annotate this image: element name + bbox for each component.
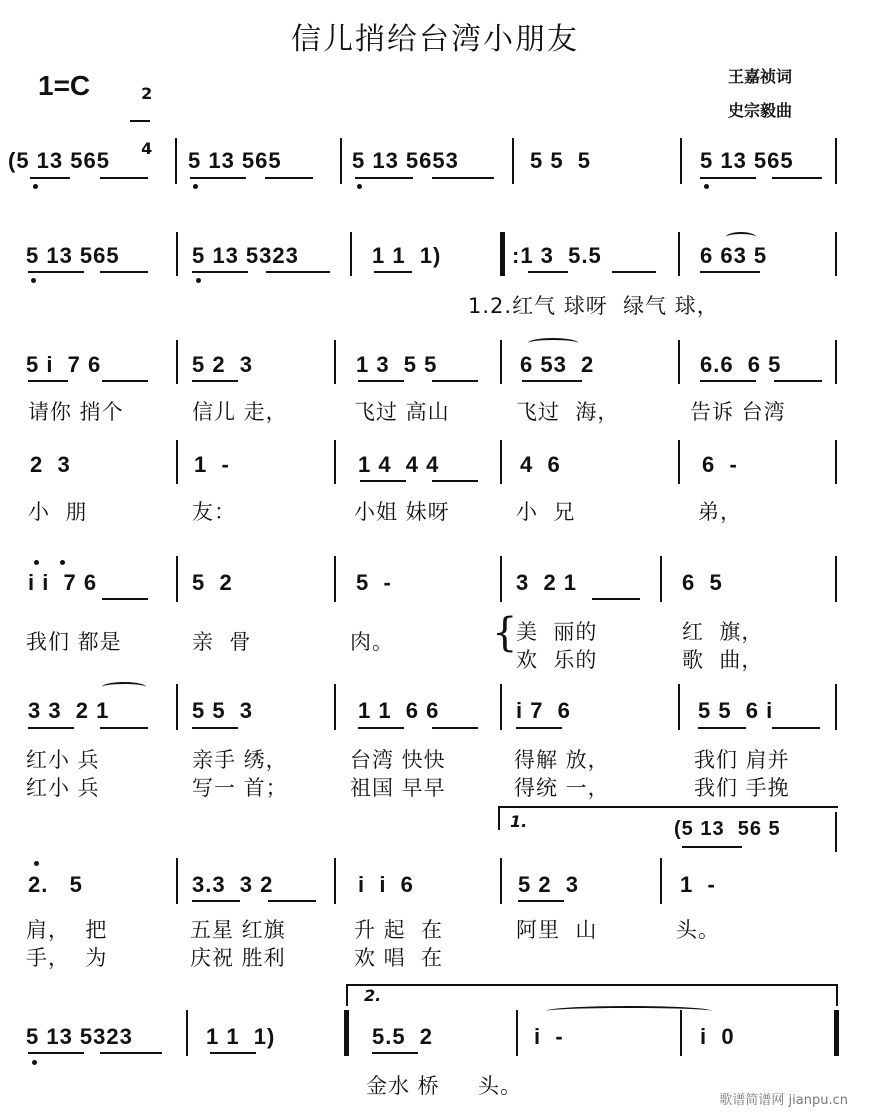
barline <box>835 684 837 730</box>
measure: 3.3 3 2 <box>192 872 274 897</box>
barline <box>500 858 502 904</box>
high-octave-dot <box>34 560 39 565</box>
measure: 1 3 5 5 <box>356 352 438 377</box>
lyric: 写一 首； <box>192 776 288 800</box>
beam <box>192 900 240 902</box>
barline <box>660 858 662 904</box>
measure: 1 - <box>194 452 230 477</box>
measure: i i 7 6 <box>28 570 98 595</box>
time-signature <box>130 68 152 157</box>
beam <box>28 1052 84 1054</box>
measure: 5 2 <box>192 570 233 595</box>
volta-bracket-edge <box>498 806 500 830</box>
barline <box>512 138 514 184</box>
measure: 5 13 5323 <box>26 1024 133 1049</box>
beam <box>30 177 70 179</box>
time-sig-top: 2 <box>141 84 153 103</box>
barline <box>176 684 178 730</box>
low-octave-dot <box>196 278 201 283</box>
barline <box>334 440 336 484</box>
beam <box>432 380 478 382</box>
barline <box>334 340 336 384</box>
low-octave-dot <box>32 1060 37 1065</box>
measure: 6 63 5 <box>700 243 768 268</box>
measure: 6 5 <box>682 570 723 595</box>
barline <box>500 556 502 602</box>
lyric: 亲手 绣， <box>192 748 288 772</box>
barline <box>334 684 336 730</box>
measure: :1 3 5.5 <box>512 243 602 268</box>
low-octave-dot <box>704 184 709 189</box>
barline <box>500 684 502 730</box>
lyric: 手， 为 <box>26 946 108 970</box>
lyric: 弟， <box>698 500 742 524</box>
beam <box>100 271 148 273</box>
lyric: 得统 一， <box>514 776 610 800</box>
lyric: 信儿 走， <box>192 400 288 424</box>
site-watermark: 歌谱简谱网 jianpu.cn <box>719 1093 848 1108</box>
beam <box>774 380 822 382</box>
beam <box>358 727 404 729</box>
measure: 5 13 565 <box>188 148 282 173</box>
barline <box>835 138 837 184</box>
lyric: 欢 唱 在 <box>354 946 444 970</box>
beam <box>100 727 148 729</box>
lyric: 友： <box>192 500 236 524</box>
beam <box>772 727 820 729</box>
measure: 5 13 5323 <box>192 243 299 268</box>
beam <box>102 598 148 600</box>
lyric: 得解 放， <box>514 748 610 772</box>
composer-credit: 史宗毅曲 <box>728 101 793 120</box>
high-octave-dot <box>60 560 65 565</box>
beam <box>192 727 238 729</box>
lyric: 飞过 海， <box>516 400 620 424</box>
lyric: 升 起 在 <box>354 918 444 942</box>
beam <box>358 380 404 382</box>
lyric: 我们 肩并 <box>694 748 790 772</box>
beam <box>100 177 148 179</box>
lyric: 飞过 高山 <box>354 400 450 424</box>
volta-2-label: 2. <box>364 986 382 1005</box>
measure: 6 53 2 <box>520 352 595 377</box>
lyric-line: 1.2.红气 球呀 绿气 球， <box>468 294 719 318</box>
lyric: 肩， 把 <box>26 918 108 942</box>
verse-brace: { <box>492 610 518 656</box>
barline <box>678 340 680 384</box>
low-octave-dot <box>31 278 36 283</box>
barline <box>660 556 662 602</box>
slur <box>726 232 756 242</box>
beam <box>28 380 68 382</box>
measure: 5 13 565 <box>700 148 794 173</box>
repeat-barline <box>500 232 505 276</box>
measure: 1 1 1) <box>372 243 442 268</box>
beam <box>372 1052 418 1054</box>
beam <box>516 727 562 729</box>
lyric: 头。 <box>676 918 720 942</box>
measure: 1 4 4 4 <box>358 452 440 477</box>
beam <box>374 271 412 273</box>
beam <box>192 380 238 382</box>
measure: (5 13 565 <box>8 148 110 173</box>
lyric: 欢 乐的 <box>516 648 598 672</box>
final-barline <box>834 1010 839 1056</box>
lyric: 请你 捎个 <box>28 400 124 424</box>
beam <box>265 177 313 179</box>
low-octave-dot <box>193 184 198 189</box>
lyric: 台湾 快快 <box>350 748 446 772</box>
measure: 5 13 5653 <box>352 148 459 173</box>
barline <box>175 138 177 184</box>
barline <box>516 1010 518 1056</box>
lyric: 肉。 <box>350 630 394 654</box>
beam <box>612 271 656 273</box>
slur <box>102 682 146 692</box>
lyric-line: 金水 桥 头。 <box>366 1074 523 1098</box>
high-octave-dot <box>34 861 39 866</box>
time-sig-line <box>130 120 150 122</box>
lyric: 红小 兵 <box>26 748 100 772</box>
barline <box>835 556 837 602</box>
beam <box>432 727 478 729</box>
volta-bracket-edge <box>346 984 348 1006</box>
lyric: 小姐 妹呀 <box>354 500 450 524</box>
beam <box>100 1052 162 1054</box>
beam <box>522 380 582 382</box>
beam <box>698 727 746 729</box>
barline <box>835 340 837 384</box>
barline <box>500 440 502 484</box>
measure: 5 - <box>356 570 392 595</box>
volta-bracket <box>498 806 838 808</box>
beam <box>772 177 822 179</box>
beam <box>700 271 760 273</box>
beam <box>268 900 316 902</box>
time-sig-bottom: 4 <box>141 139 153 158</box>
lyric: 阿里 山 <box>516 918 598 942</box>
barline <box>680 1010 682 1056</box>
lyric: 红 旗， <box>682 620 764 644</box>
barline <box>176 440 178 484</box>
barline <box>678 684 680 730</box>
measure: i i 6 <box>358 872 414 897</box>
lyric: 五星 红旗 <box>190 918 286 942</box>
beam <box>432 480 478 482</box>
beam <box>192 271 248 273</box>
barline <box>678 440 680 484</box>
double-barline <box>344 1010 349 1056</box>
measure: 1 1 1) <box>206 1024 276 1049</box>
barline <box>500 340 502 384</box>
lyricist-credit: 王嘉祯词 <box>728 67 793 86</box>
barline <box>680 138 682 184</box>
lyric: 庆祝 胜利 <box>190 946 286 970</box>
tie <box>546 1006 712 1016</box>
low-octave-dot <box>33 184 38 189</box>
measure: i 0 <box>700 1024 735 1049</box>
intro-notes: (5 13 56 5 <box>674 818 781 840</box>
measure: 5.5 2 <box>372 1024 434 1049</box>
measure: 6 - <box>702 452 738 477</box>
measure: 4 6 <box>520 452 561 477</box>
lyric: 亲 骨 <box>192 630 252 654</box>
barline <box>176 858 178 904</box>
barline <box>678 232 680 276</box>
barline <box>835 812 837 852</box>
beam <box>360 480 406 482</box>
barline <box>835 232 837 276</box>
lyric: 美 丽的 <box>516 620 598 644</box>
measure: 5 2 3 <box>518 872 580 897</box>
barline <box>186 1010 188 1056</box>
barline <box>340 138 342 184</box>
measure: 1 - <box>680 872 716 897</box>
volta-bracket-edge <box>836 984 838 1006</box>
barline <box>835 440 837 484</box>
measure: 5 13 565 <box>26 243 120 268</box>
measure: i - <box>534 1024 564 1049</box>
key-signature: 1=C <box>38 70 91 101</box>
lyric: 我们 都是 <box>26 630 122 654</box>
lyric: 告诉 台湾 <box>690 400 786 424</box>
measure: 2. 5 <box>28 872 83 897</box>
beam <box>518 900 564 902</box>
barline <box>350 232 352 276</box>
measure: 5 5 6 i <box>698 698 774 723</box>
measure: 6.6 6 5 <box>700 352 782 377</box>
beam <box>266 271 330 273</box>
beam <box>355 177 413 179</box>
low-octave-dot <box>357 184 362 189</box>
barline <box>334 858 336 904</box>
measure: 5 2 3 <box>192 352 254 377</box>
barline <box>176 556 178 602</box>
lyric: 小 朋 <box>28 500 88 524</box>
barline <box>334 556 336 602</box>
measure: i 7 6 <box>516 698 571 723</box>
beam <box>432 177 494 179</box>
measure: 5 5 5 <box>530 148 592 173</box>
song-title: 信儿捎给台湾小朋友 <box>291 22 579 57</box>
lyric: 祖国 早早 <box>350 776 446 800</box>
lyric: 歌 曲， <box>682 648 764 672</box>
beam <box>102 380 148 382</box>
lyric: 我们 手挽 <box>694 776 790 800</box>
measure: 5 5 3 <box>192 698 254 723</box>
beam <box>190 177 246 179</box>
measure: 5 i 7 6 <box>26 352 102 377</box>
volta-bracket <box>346 984 836 986</box>
barline <box>176 340 178 384</box>
lyric: 红小 兵 <box>26 776 100 800</box>
beam <box>28 271 84 273</box>
measure: 3 2 1 <box>516 570 578 595</box>
beam <box>700 380 756 382</box>
beam <box>528 271 568 273</box>
volta-1-label: 1. <box>510 812 528 831</box>
lyric: 小 兄 <box>516 500 576 524</box>
beam <box>210 1052 256 1054</box>
beam <box>592 598 640 600</box>
measure: 2 3 <box>30 452 71 477</box>
beam <box>28 727 74 729</box>
measure: 3 3 2 1 <box>28 698 110 723</box>
beam <box>700 177 756 179</box>
slur <box>528 338 578 348</box>
measure: 1 1 6 6 <box>358 698 440 723</box>
beam <box>682 846 742 848</box>
barline <box>176 232 178 276</box>
